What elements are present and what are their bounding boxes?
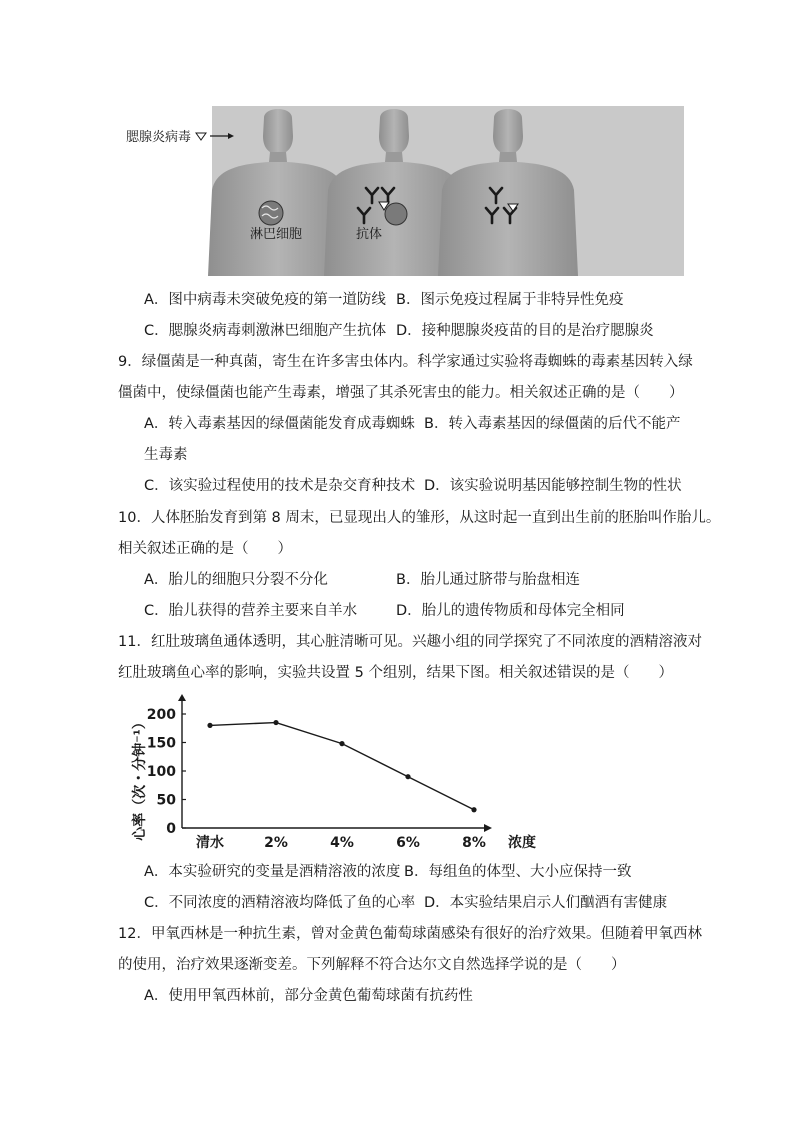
x-tick-label: 6%	[396, 835, 420, 851]
lymphocyte-icon-2	[385, 203, 407, 225]
q12-stem-line2: 的使用，治疗效果逐渐变差。下列解释不符合达尔文自然选择学说的是（ ）	[118, 957, 626, 973]
virus-icon	[196, 133, 206, 140]
antibody-label: 抗体	[356, 227, 383, 242]
q9-option-a: A．转入毒素基因的绿僵菌能发育成毒蜘蛛	[144, 416, 415, 432]
q9-stem-line1: 9．绿僵菌是一种真菌，寄生在许多害虫体内。科学家通过实验将毒蜘蛛的毒素基因转入绿	[118, 354, 693, 370]
chart-svg	[130, 692, 560, 860]
q9-option-b: B．转入毒素基因的绿僵菌的后代不能产	[424, 416, 681, 432]
x-tick-label: 4%	[330, 835, 354, 851]
q10-option-c: C．胎儿获得的营养主要来自羊水	[144, 603, 358, 619]
data-point	[339, 741, 344, 746]
x-tick-label: 2%	[264, 835, 288, 851]
q11-stem-line2: 红肚玻璃鱼心率的影响，实验共设置 5 个组别，结果下图。相关叙述错误的是（ ）	[118, 665, 673, 681]
series-line	[210, 723, 474, 810]
chart-ylabel: 心率（次・分钟⁻¹）	[132, 715, 148, 841]
y-axis	[147, 694, 186, 837]
x-axis	[182, 824, 492, 851]
y-tick-label: 50	[156, 792, 176, 809]
y-tick-label: 150	[146, 735, 176, 752]
q9-option-b-cont: 生毒素	[144, 447, 188, 463]
immune-figure	[126, 106, 686, 276]
q11-option-c: C．不同浓度的酒精溶液均降低了鱼的心率	[144, 895, 416, 911]
y-axis-arrow-icon	[178, 694, 186, 701]
y-tick-label: 200	[146, 707, 176, 723]
q11-option-d: D．本实验结果启示人们酗酒有害健康	[424, 895, 668, 911]
y-tick-label: 0	[166, 821, 176, 837]
lymphocyte-label: 淋巴细胞	[250, 227, 303, 242]
chart-xlabel: 浓度	[508, 835, 536, 851]
q10-option-b: B．胎儿通过脐带与胎盘相连	[396, 572, 580, 588]
data-point	[207, 723, 212, 728]
x-tick-label: 8%	[462, 835, 486, 851]
data-point	[405, 774, 410, 779]
data-point	[273, 720, 278, 725]
lymphocyte-icon	[259, 201, 283, 225]
q8-option-b: B．图示免疫过程属于非特异性免疫	[396, 292, 624, 308]
data-point	[471, 807, 476, 812]
q10-option-d: D．胎儿的遗传物质和母体完全相同	[396, 603, 625, 619]
q11-option-a: A．本实验研究的变量是酒精溶液的浓度	[144, 864, 401, 880]
q8-option-c: C．腮腺炎病毒刺激淋巴细胞产生抗体	[144, 323, 387, 339]
x-axis-arrow-icon	[484, 824, 492, 832]
heart-rate-chart	[130, 692, 560, 860]
q10-stem-line1: 10．人体胚胎发育到第 8 周末，已显现出人的雏形，从这时起一直到出生前的胚胎叫作胎儿。	[118, 510, 721, 526]
q8-option-a: A．图中病毒未突破免疫的第一道防线	[144, 292, 386, 308]
heart-rate-series	[207, 720, 476, 812]
q10-stem-line2: 相关叙述正确的是（ ）	[118, 541, 292, 557]
q10-option-a: A．胎儿的细胞只分裂不分化	[144, 572, 328, 588]
x-tick-label: 清水	[196, 835, 224, 851]
q9-stem-line2: 僵菌中，使绿僵菌也能产生毒素，增强了其杀死害虫的能力。相关叙述正确的是（ ）	[118, 385, 684, 401]
q12-stem-line1: 12．甲氧西林是一种抗生素，曾对金黄色葡萄球菌感染有很好的治疗效果。但随着甲氧西林	[118, 926, 702, 942]
q9-option-d: D．该实验说明基因能够控制生物的性状	[424, 478, 682, 494]
q9-option-c: C．该实验过程使用的技术是杂交育种技术	[144, 478, 416, 494]
y-tick-label: 100	[146, 764, 176, 780]
q11-option-b: B．每组鱼的体型、大小应保持一致	[404, 864, 632, 880]
q11-stem-line1: 11．红肚玻璃鱼通体透明，其心脏清晰可见。兴趣小组的同学探究了不同浓度的酒精溶液对	[118, 634, 702, 650]
q8-option-d: D．接种腮腺炎疫苗的目的是治疗腮腺炎	[396, 323, 654, 339]
virus-label: 腮腺炎病毒	[126, 130, 192, 145]
q12-option-a: A．使用甲氧西林前，部分金黄色葡萄球菌有抗药性	[144, 988, 473, 1004]
